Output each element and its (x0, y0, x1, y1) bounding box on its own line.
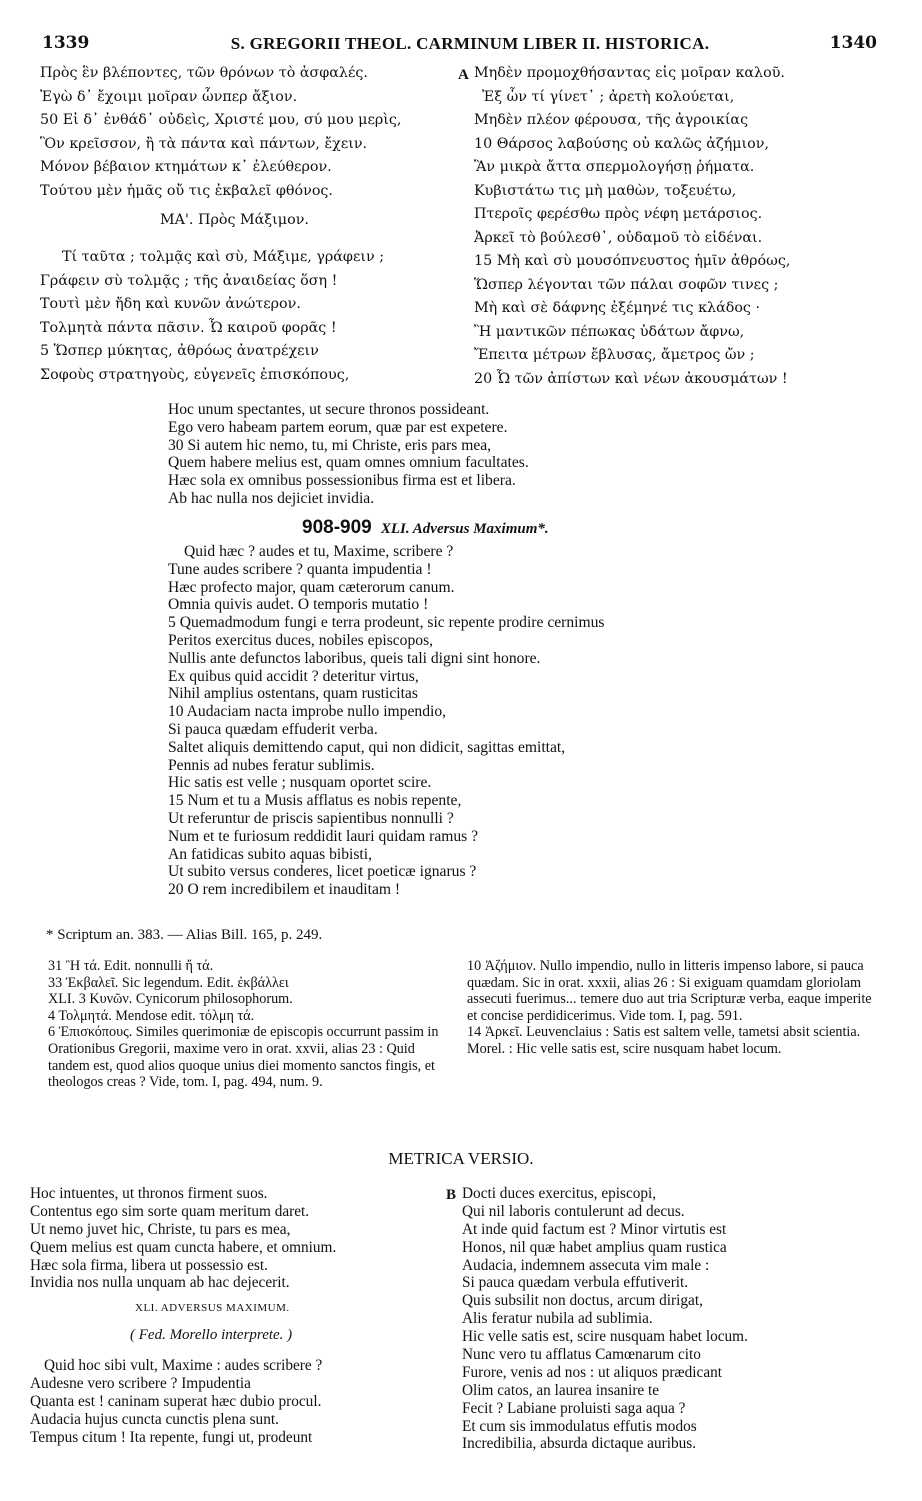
greek-column-left (40, 66, 401, 207)
latin-translation-b (168, 544, 604, 900)
metrica-interpreter: ( Fed. Morello interprete. ) (130, 1327, 293, 1343)
greek-line: Ἐξ ὧν τί γίνετ᾽ ; ἀρετὴ κολούεται, (482, 88, 735, 105)
footnote-date: * Scriptum an. 383. — Alias Bill. 165, p. 249. (46, 927, 323, 943)
latin-line: 15 Num et tu a Musis afflatus es nobis repente, (168, 792, 462, 810)
verse-line: Audesne vero scribere ? Impudentia (30, 1374, 251, 1392)
latin-line: Hoc unum spectantes, ut secure thronos possideant. (168, 401, 490, 418)
verse-line: Furore, venis ad nos : ut aliquos prædicant (462, 1363, 723, 1381)
margin-marker-a: A (458, 67, 469, 83)
verse-line: Ut nemo juvet hic, Christe, tu pars es mea, (30, 1220, 291, 1238)
greek-line: 20 Ὦ τῶν ἀπίστων καὶ νέων ἀκουσμάτων ! (474, 370, 788, 387)
latin-line: Quid hæc ? audes et tu, Maxime, scribere ? (184, 543, 454, 560)
verse-line: Hoc intuentes, ut thronos firment suos. (30, 1185, 268, 1202)
latin-poem-title: XLI. Adversus Maximum*. (380, 521, 549, 537)
margin-marker-b: B (446, 1187, 457, 1203)
column-numbers: 908-909 (302, 517, 372, 538)
note: XLI. 3 Κυνῶν. Cynicorum philosophorum. (48, 991, 293, 1008)
greek-line: Ἀρκεῖ τὸ βούλεσθ᾽, οὐδαμοῦ τὸ εἰδέναι. (474, 229, 763, 246)
verse-line: Qui nil laboris contulerunt ad decus. (462, 1202, 685, 1220)
latin-line: Hæc sola ex omnibus possessionibus firma est et libera. (168, 472, 516, 490)
verse-line: Docti duces exercitus, episcopi, (462, 1185, 657, 1202)
latin-line: Hic satis est velle ; nusquam oportet scire. (168, 774, 432, 792)
note: 33 Ἐκβαλεῖ. Sic legendum. Edit. ἐκβάλλει (48, 974, 289, 991)
metrica-subheading: XLI. ADVERSUS MAXIMUM. (135, 1302, 290, 1314)
greek-line: Ἂν μικρὰ ἄττα σπερμολογήσῃ ῥήματα. (474, 159, 755, 175)
verse-line: Et cum sis immodulatus effutis modos (462, 1417, 697, 1435)
greek-column-left-2 (40, 250, 384, 391)
verse-line: Incredibilia, absurda dictaque auribus. (462, 1435, 697, 1453)
latin-line: Ab hac nulla nos dejiciet invidia. (168, 489, 375, 507)
greek-line: Μόνον βέβαιον κτημάτων κ᾽ ἐλεύθερον. (40, 159, 332, 175)
page-number-right: 1340 (829, 33, 877, 53)
latin-line: Ego vero habeam partem eorum, quæ par est expetere. (168, 418, 508, 436)
verse-line: Contentus ego sim sorte quam meritum daret. (30, 1202, 310, 1220)
greek-line: Τί ταῦτα ; τολμᾷς καὶ σὺ, Μάξιμε, γράφειν ; (62, 249, 385, 265)
page-number-left: 1339 (42, 33, 90, 53)
verse-line: Nunc vero tu afflatus Camœnarum cito (462, 1346, 701, 1364)
metrica-right (462, 1186, 748, 1454)
notes-left (48, 958, 456, 1091)
verse-line: Quem melius est quam cuncta habere, et omnium. (30, 1238, 337, 1256)
latin-line: Ex quibus quid accidit ? deteritur virtus, (168, 667, 419, 685)
latin-translation-a (168, 402, 529, 509)
latin-line: 30 Si autem hic nemo, tu, mi Christe, eris pars mea, (168, 436, 492, 454)
notes-right (467, 958, 877, 1058)
greek-line: 5 Ὥσπερ μύκητας, ἀθρόως ἀνατρέχειν (40, 343, 319, 359)
verse-line: At inde quid factum est ? Minor virtutis est (462, 1220, 727, 1238)
latin-line: Ut referuntur de priscis sapientibus nonnulli ? (168, 809, 454, 827)
verse-line: Hic velle satis est, scire nusquam habet locum. (462, 1328, 748, 1346)
note: 31 Ἢ τά. Edit. nonnulli ἤ τά. (48, 958, 214, 974)
note: 14 Ἀρκεῖ. Leuvenclaius : Satis est saltem velle, tametsi absit scientia. Morel. : Hic velle satis est, scire nusquam habet locum. (467, 1024, 861, 1057)
latin-line: Ut subito versus conderes, licet poeticæ ignarus ? (168, 863, 477, 881)
latin-line: Peritos exercitus duces, nobiles episcopos, (168, 631, 434, 649)
greek-column-right (474, 66, 790, 395)
greek-line: 50 Εἰ δ᾽ ἐνθάδ᾽ οὐδεὶς, Χριστέ μου, σύ μου μερὶς, (40, 112, 402, 128)
greek-line: 10 Θάρσος λαβούσης οὐ καλῶς ἀζήμιον, (474, 135, 770, 152)
greek-line: Μηδὲν προμοχθήσαντας εἰς μοῖραν καλοῦ. (474, 65, 785, 81)
greek-poem-heading: ΜΑ'. Πρὸς Μάξιμον. (160, 212, 309, 228)
greek-line: Μηδὲν πλέον φέρουσα, τῆς ἀγροικίας (474, 112, 749, 128)
greek-line: Πτεροῖς φερέσθω πρὸς νέφη μετάρσιος. (474, 206, 763, 222)
latin-line: 5 Quemadmodum fungi e terra prodeunt, sic repente prodire cernimus (168, 614, 605, 632)
greek-line: Κυβιστάτω τις μὴ μαθὼν, τοξευέτω, (474, 182, 737, 199)
latin-line: Pennis ad nubes feratur sublimis. (168, 756, 375, 774)
greek-line: Τολμητὰ πάντα πᾶσιν. Ὦ καιροῦ φορᾶς ! (40, 319, 337, 336)
verse-line: Fecit ? Labiane proluisti saga aqua ? (462, 1399, 686, 1417)
latin-line: Num et te furiosum reddidit lauri quidam ramus ? (168, 827, 479, 845)
verse-line: Quis subsilit non doctus, arcum dirigat, (462, 1292, 703, 1310)
verse-line: Tempus citum ! Ita repente, fungi ut, prodeunt (30, 1428, 313, 1446)
greek-line: Ἐγὼ δ᾽ ἔχοιμι μοῖραν ὧνπερ ἄξιον. (40, 88, 298, 105)
latin-line: Nullis ante defunctos laboribus, queis tali digni sint honore. (168, 649, 541, 667)
latin-line: Si pauca quædam effuderit verba. (168, 720, 378, 738)
greek-line: Ὥσπερ λέγονται τῶν πάλαι σοφῶν τινες ; (474, 276, 779, 293)
verse-line: Hæc sola firma, libera ut possessio est. (30, 1256, 268, 1274)
greek-line: 15 Μὴ καὶ σὺ μουσόπνευστος ἡμῖν ἀθρόως, (474, 253, 791, 269)
latin-poem-heading (302, 518, 549, 537)
note: 10 Ἀζήμιον. Nullo impendio, nullo in litteris impenso labore, si pauca quædam. Sic in orat. xxxii, alias 26 : Si exiguam quamdam gloriolam assecuti fuerimus... temere duo aut tria Scripturæ verba, eaque imperite et concise perdidicerimus. Vide tom. I, pag. 591. (467, 958, 872, 1024)
greek-line: Ἔπειτα μέτρων ἔβλυσας, ἄμετρος ὤν ; (474, 347, 755, 363)
running-title: S. GREGORII THEOL. CARMINUM LIBER II. HISTORICA. (230, 34, 710, 53)
section-title: METRICA VERSIO. (388, 1149, 534, 1168)
note: 4 Τολμητά. Mendose edit. τόλμη τά. (48, 1007, 255, 1024)
verse-line: Audacia, indemnem assecuta vim male : (462, 1256, 710, 1274)
verse-line: Olim catos, an laurea insanire te (462, 1381, 660, 1399)
latin-line: 20 O rem incredibilem et inauditam ! (168, 881, 401, 899)
greek-line: Ὃν κρεῖσσον, ἢ τὰ πάντα καὶ πάντων, ἔχειν. (40, 135, 368, 152)
latin-line: Hæc profecto major, quam cæterorum canum. (168, 578, 455, 596)
greek-line: Μὴ καὶ σὲ δάφνης ἐξέμηνέ τις κλάδος · (474, 300, 761, 316)
metrica-left (30, 1186, 336, 1293)
latin-line: Omnia quivis audet. O temporis mutatio ! (168, 596, 429, 614)
verse-line: Honos, nil quæ habet amplius quam rustica (462, 1238, 727, 1256)
verse-line: Alis feratur nubila ad sublimia. (462, 1310, 653, 1328)
latin-line: Nihil amplius ostentans, quam rusticitas (168, 685, 418, 703)
verse-line: Si pauca quædam verbula effutiverit. (462, 1274, 689, 1292)
verse-line: Quid hoc sibi vult, Maxime : audes scribere ? (44, 1357, 323, 1374)
greek-line: Τούτου μὲν ἡμᾶς οὔ τις ἐκβαλεῖ φθόνος. (40, 182, 333, 199)
latin-line: Quem habere melius est, quam omnes omnium facultates. (168, 454, 529, 472)
verse-line: Invidia nos nulla unquam ab hac dejecerit. (30, 1274, 290, 1292)
latin-line: 10 Audaciam nacta improbe nullo impendio, (168, 703, 447, 721)
latin-line: Saltet aliquis demittendo caput, qui non didicit, sagittas emittat, (168, 738, 566, 756)
greek-line: Γράφειν σὺ τολμᾷς ; τῆς ἀναιδείας ὅση ! (40, 272, 338, 289)
greek-line: Σοφοὺς στρατηγοὺς, εὐγενεῖς ἐπισκόπους, (40, 366, 350, 383)
verse-line: Quanta est ! caninam superat hæc dubio procul. (30, 1392, 322, 1410)
note: 6 Ἐπισκόπους. Similes querimoniæ de episcopis occurrunt passim in Orationibus Gregorii, maxime vero in orat. xxvii, alias 23 : Quid tandem est, quod alios quoque unius diei momento sanctos fingis, et theologos creas ? Vide, tom. I, pag. 494, num. 9. (48, 1024, 439, 1091)
greek-line: Πρὸς ἓν βλέποντες, τῶν θρόνων τὸ ἀσφαλές. (40, 65, 368, 81)
greek-line: Ἢ μαντικῶν πέπωκας ὑδάτων ἄφνω, (474, 323, 745, 340)
metrica-left-2 (30, 1358, 322, 1447)
latin-line: An fatidicas subito aquas bibisti, (168, 845, 372, 863)
verse-line: Audacia hujus cuncta cunctis plena sunt. (30, 1410, 279, 1428)
greek-line: Τουτὶ μὲν ἤδη καὶ κυνῶν ἀνώτερον. (40, 296, 301, 312)
latin-line: Tune audes scribere ? quanta impudentia ! (168, 560, 432, 578)
